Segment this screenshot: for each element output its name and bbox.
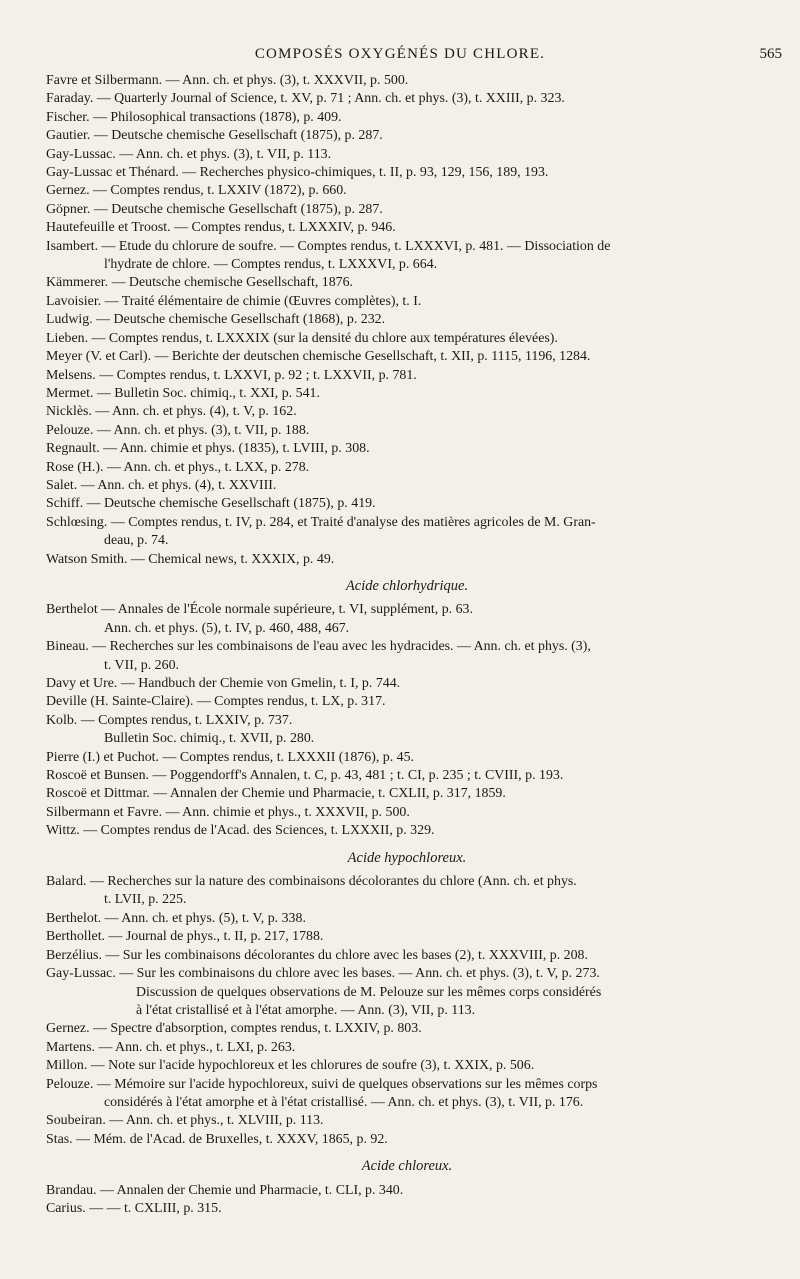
bibliography-entry [46, 182, 768, 200]
entry-line: Gay-Lussac. — Sur les combinaisons du chlore avec les bases. — Ann. ch. et phys. (3), t. V, p. 273. [46, 966, 600, 982]
entry-line: Gernez. — Comptes rendus, t. LXXIV (1872), p. 660. [46, 183, 347, 199]
bibliography-entry [46, 601, 768, 638]
entry-line: Regnault. — Ann. chimie et phys. (1835), t. LVIII, p. 308. [46, 441, 370, 457]
bibliography-entry [46, 1112, 768, 1130]
bibliography-entry [46, 1200, 768, 1218]
entry-continuation-line: t. VII, p. 260. [104, 657, 179, 673]
entry-line: Balard. — Recherches sur la nature des combinaisons décolorantes du chlore (Ann. ch. et phys. [46, 874, 577, 890]
bibliography [46, 72, 768, 1218]
entry-line: Berthollet. — Journal de phys., t. II, p. 217, 1788. [46, 929, 324, 945]
entry-line: Gautier. — Deutsche chemische Gesellschaft (1875), p. 287. [46, 128, 383, 144]
entry-line: Nicklès. — Ann. ch. et phys. (4), t. V, p. 162. [46, 404, 297, 420]
bibliography-entry [46, 440, 768, 458]
entry-line: Bineau. — Recherches sur les combinaisons de l'eau avec les hydracides. — Ann. ch. et phys. (3), [46, 639, 591, 655]
bibliography-entry [46, 459, 768, 477]
entry-continuation-line: Discussion de quelques observations de M. Pelouze sur les mêmes corps considérés [136, 984, 602, 1000]
bibliography-entry [46, 238, 768, 275]
bibliography-entry [46, 749, 768, 767]
entry-line: Soubeiran. — Ann. ch. et phys., t. XLVIII, p. 113. [46, 1113, 324, 1129]
entry-line: Carius. — — t. CXLIII, p. 315. [46, 1200, 222, 1216]
bibliography-entry [46, 712, 768, 749]
bibliography-entry [46, 164, 768, 182]
entry-continuation-line: Ann. ch. et phys. (5), t. IV, p. 460, 488, 467. [104, 620, 350, 636]
entry-line: Fischer. — Philosophical transactions (1878), p. 409. [46, 109, 342, 125]
entry-continuation-line: Bulletin Soc. chimiq., t. XVII, p. 280. [104, 731, 315, 747]
bibliography-entry [46, 785, 768, 803]
section-title-acide-chlorhydrique: Acide chlorhydrique. [345, 577, 469, 594]
bibliography-entry [46, 422, 768, 440]
entry-line: Martens. — Ann. ch. et phys., t. LXI, p. 263. [46, 1039, 296, 1055]
running-head [0, 44, 800, 66]
entry-continuation-line: l'hydrate de chlore. — Comptes rendus, t. LXXXVI, p. 664. [104, 257, 438, 273]
section-title-acide-hypochloreux: Acide hypochloreux. [347, 849, 467, 866]
entry-line: Roscoë et Bunsen. — Poggendorff's Annalen, t. C, p. 43, 481 ; t. CI, p. 235 ; t. CVIII, p. 193. [46, 768, 564, 784]
bibliography-entry [46, 804, 768, 822]
bibliography-entry [46, 928, 768, 946]
entry-line: Hautefeuille et Troost. — Comptes rendus, t. LXXXIV, p. 946. [46, 220, 396, 236]
bibliography-entry [46, 201, 768, 219]
entry-continuation-line: deau, p. 74. [104, 533, 169, 549]
bibliography-entry [46, 219, 768, 237]
entry-line: Silbermann et Favre. — Ann. chimie et phys., t. XXXVII, p. 500. [46, 804, 410, 820]
bibliography-entry [46, 109, 768, 127]
bibliography-entry [46, 1057, 768, 1075]
entry-line: Davy et Ure. — Handbuch der Chemie von Gmelin, t. I, p. 744. [46, 676, 401, 691]
bibliography-entry [46, 965, 768, 1020]
bibliography-entry [46, 1182, 768, 1200]
bibliography-entry [46, 311, 768, 329]
bibliography-entry [46, 72, 768, 90]
entry-line: Brandau. — Annalen der Chemie und Pharmacie, t. CLI, p. 340. [46, 1182, 404, 1198]
entry-line: Stas. — Mém. de l'Acad. de Bruxelles, t. XXXV, 1865, p. 92. [46, 1131, 388, 1147]
bibliography-entry [46, 767, 768, 785]
entry-line: Favre et Silbermann. — Ann. ch. et phys. (3), t. XXXVII, p. 500. [46, 73, 409, 88]
entry-line: Pelouze. — Mémoire sur l'acide hypochloreux, suivi de quelques observations sur les mêmes corps [46, 1076, 598, 1092]
bibliography-entry [46, 385, 768, 403]
bibliography-entry [46, 551, 768, 569]
page-number: 565 [759, 46, 782, 62]
bibliography-entry [46, 477, 768, 495]
entry-line: Berzélius. — Sur les combinaisons décolorantes du chlore avec les bases (2), t. XXXVIII, p. 208. [46, 947, 588, 963]
bibliography-entry [46, 146, 768, 164]
entry-line: Berthelot — Annales de l'École normale supérieure, t. VI, supplément, p. 63. [46, 602, 473, 618]
section-title-acide-chloreux: Acide chloreux. [361, 1158, 453, 1175]
bibliography-entry [46, 873, 768, 910]
entry-line: Salet. — Ann. ch. et phys. (4), t. XXVIII. [46, 477, 277, 493]
entry-line: Pelouze. — Ann. ch. et phys. (3), t. VII, p. 188. [46, 422, 310, 438]
entry-line: Kämmerer. — Deutsche chemische Gesellschaft, 1876. [46, 275, 354, 291]
entry-line: Mermet. — Bulletin Soc. chimiq., t. XXI, p. 541. [46, 385, 320, 401]
bibliography-entry [46, 330, 768, 348]
bibliography-entry [46, 1131, 768, 1149]
entry-line: Deville (H. Sainte-Claire). — Comptes rendus, t. LX, p. 317. [46, 694, 386, 710]
bibliography-entry [46, 293, 768, 311]
bibliography-entry [46, 638, 768, 675]
entry-line: Gay-Lussac et Thénard. — Recherches physico-chimiques, t. II, p. 93, 129, 156, 189, 193. [46, 165, 549, 181]
entry-line: Roscoë et Dittmar. — Annalen der Chemie und Pharmacie, t. CXLII, p. 317, 1859. [46, 786, 506, 802]
bibliography-list-acide-hypochloreux [46, 873, 768, 1149]
entry-line: Lieben. — Comptes rendus, t. LXXXIX (sur la densité du chlore aux températures élevées). [46, 330, 558, 346]
entry-line: Gernez. — Spectre d'absorption, comptes rendus, t. LXXIV, p. 803. [46, 1021, 422, 1037]
entry-line: Schiff. — Deutsche chemische Gesellschaft (1875), p. 419. [46, 496, 376, 512]
entry-line: Göpner. — Deutsche chemische Gesellschaft (1875), p. 287. [46, 201, 383, 217]
bibliography-entry [46, 90, 768, 108]
entry-continuation-line: à l'état cristallisé et à l'état amorphe. — Ann. (3), VII, p. 113. [136, 1002, 476, 1018]
entry-line: Berthelot. — Ann. ch. et phys. (5), t. V, p. 338. [46, 910, 306, 926]
entry-line: Pierre (I.) et Puchot. — Comptes rendus, t. LXXXII (1876), p. 45. [46, 749, 415, 765]
entry-continuation-line: considérés à l'état amorphe et à l'état cristallisé. — Ann. ch. et phys. (3), t. VII, p. 176. [104, 1094, 584, 1110]
bibliography-entry [46, 947, 768, 965]
bibliography-entry [46, 822, 768, 840]
bibliography-list-acide-chloreux [46, 1182, 768, 1219]
entry-line: Wittz. — Comptes rendus de l'Acad. des Sciences, t. LXXXII, p. 329. [46, 823, 435, 839]
bibliography-entry [46, 403, 768, 421]
bibliography-entry [46, 495, 768, 513]
bibliography-entry [46, 675, 768, 693]
bibliography-list-acide-chlorhydrique [46, 601, 768, 840]
bibliography-list-general [46, 72, 768, 569]
entry-line: Lavoisier. — Traité élémentaire de chimie (Œuvres complètes), t. I. [46, 293, 422, 309]
entry-line: Kolb. — Comptes rendus, t. LXXIV, p. 737. [46, 712, 293, 728]
entry-continuation-line: t. LVII, p. 225. [104, 892, 187, 908]
entry-line: Faraday. — Quarterly Journal of Science, t. XV, p. 71 ; Ann. ch. et phys. (3), t. XXIII, p. 323. [46, 91, 565, 107]
entry-line: Ludwig. — Deutsche chemische Gesellschaft (1868), p. 232. [46, 312, 386, 328]
bibliography-entry [46, 274, 768, 292]
entry-line: Isambert. — Etude du chlorure de soufre. — Comptes rendus, t. LXXXVI, p. 481. — Dissociation de [46, 238, 611, 254]
bibliography-entry [46, 348, 768, 366]
entry-line: Schlœsing. — Comptes rendus, t. IV, p. 284, et Traité d'analyse des matières agricoles de M. Gran- [46, 514, 596, 530]
entry-line: Millon. — Note sur l'acide hypochloreux et les chlorures de soufre (3), t. XXIX, p. 506. [46, 1058, 535, 1074]
entry-line: Gay-Lussac. — Ann. ch. et phys. (3), t. VII, p. 113. [46, 146, 332, 162]
bibliography-entry [46, 1076, 768, 1113]
bibliography-entry [46, 1039, 768, 1057]
entry-line: Melsens. — Comptes rendus, t. LXXVI, p. 92 ; t. LXXVII, p. 781. [46, 367, 417, 383]
bibliography-entry [46, 127, 768, 145]
entry-line: Meyer (V. et Carl). — Berichte der deutschen chemische Gesellschaft, t. XII, p. 1115, 1196, 1284. [46, 349, 591, 365]
page-title: COMPOSÉS OXYGÉNÉS DU CHLORE. [254, 46, 546, 62]
bibliography-entry [46, 514, 768, 551]
bibliography-entry [46, 1020, 768, 1038]
bibliography-entry [46, 367, 768, 385]
entry-line: Watson Smith. — Chemical news, t. XXXIX, p. 49. [46, 551, 335, 567]
bibliography-entry [46, 910, 768, 928]
bibliography-entry [46, 693, 768, 711]
entry-line: Rose (H.). — Ann. ch. et phys., t. LXX, p. 278. [46, 459, 310, 475]
